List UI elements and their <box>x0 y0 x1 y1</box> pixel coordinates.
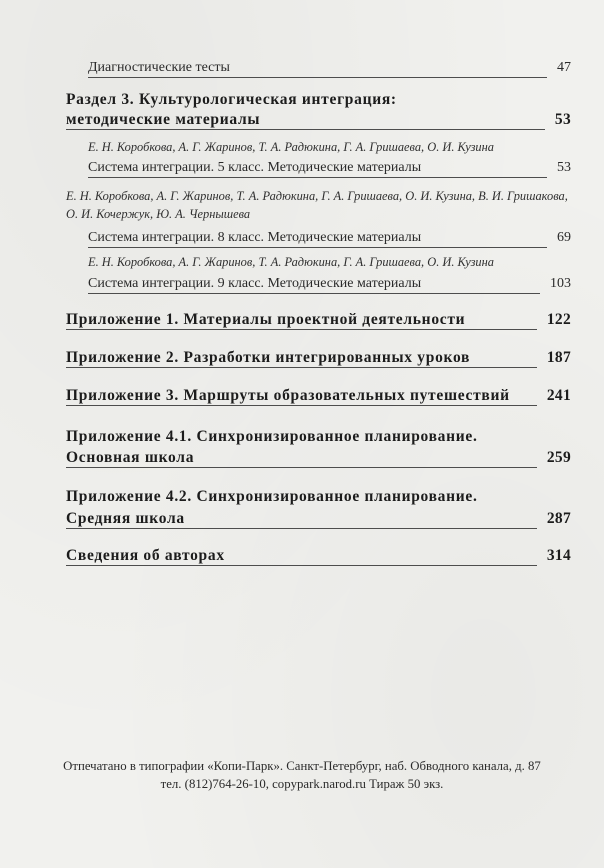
toc-entry-appendix4-1 <box>66 449 571 468</box>
toc-page-number: 47 <box>557 60 571 75</box>
toc-page-number: 103 <box>550 276 571 291</box>
toc-entry-title: Основная школа <box>66 449 537 468</box>
toc-entry-grade5 <box>88 159 571 178</box>
toc-entry-appendix4-2 <box>66 510 571 529</box>
toc-entry-title: Средняя школа <box>66 510 537 529</box>
toc-page-number: 314 <box>546 547 571 564</box>
toc-entry-authors: Е. Н. Коробкова, А. Г. Жаринов, Т. А. Радюкина, Г. А. Гришаева, О. И. Кузина, В. И. Гришакова, <box>66 189 568 203</box>
imprint-line: тел. (812)764-26-10, copypark.narod.ru Тираж 50 экз. <box>160 777 444 791</box>
toc-section-heading: Приложение 4.1. Синхронизированное планирование. <box>66 428 478 445</box>
toc-page-number: 287 <box>546 510 571 527</box>
toc-entry-title: Приложение 1. Материалы проектной деятельности <box>66 311 537 330</box>
toc-entry-appendix3 <box>66 387 571 406</box>
toc-section-heading: Раздел 3. Культурологическая интеграция: <box>66 91 397 108</box>
toc-entry-section3 <box>66 111 571 130</box>
toc-entry-appendix1 <box>66 311 571 330</box>
toc-entry-authors: О. И. Кочержук, Ю. А. Чернышева <box>66 207 251 221</box>
toc-entry-title: Сведения об авторах <box>66 547 537 566</box>
toc-page-number: 122 <box>546 311 571 328</box>
toc-entry-title: методические материалы <box>66 111 545 130</box>
toc-entry-title: Приложение 2. Разработки интегрированных уроков <box>66 349 537 368</box>
toc-entry-title: Приложение 3. Маршруты образовательных путешествий <box>66 387 537 406</box>
toc-entry-title: Диагностические тесты <box>88 59 547 78</box>
toc-entry-title: Система интеграции. 9 класс. Методические материалы <box>88 275 540 294</box>
toc-entry-appendix2 <box>66 349 571 368</box>
toc-entry-grade9 <box>88 275 571 294</box>
imprint-line: Отпечатано в типографии «Копи-Парк». Санкт-Петербург, наб. Обводного канала, д. 87 <box>63 759 541 773</box>
toc-section-heading: Приложение 4.2. Синхронизированное планирование. <box>66 488 478 505</box>
toc-page-number: 259 <box>546 449 571 466</box>
toc-page-number: 53 <box>554 111 571 128</box>
toc-entry-diagnostic-tests <box>88 59 571 78</box>
toc-entry-authors-info <box>66 547 571 566</box>
toc-page-number: 53 <box>557 160 571 175</box>
toc-entry-title: Система интеграции. 5 класс. Методические материалы <box>88 159 547 178</box>
toc-entry-title: Система интеграции. 8 класс. Методические материалы <box>88 229 547 248</box>
toc-entry-authors: Е. Н. Коробкова, А. Г. Жаринов, Т. А. Радюкина, Г. А. Гришаева, О. И. Кузина <box>88 140 494 154</box>
toc-page-number: 187 <box>546 349 571 366</box>
toc-entry-authors: Е. Н. Коробкова, А. Г. Жаринов, Т. А. Радюкина, Г. А. Гришаева, О. И. Кузина <box>88 255 494 269</box>
toc-page-number: 241 <box>546 387 571 404</box>
toc-entry-grade8 <box>88 229 571 248</box>
toc-page-number: 69 <box>557 230 571 245</box>
